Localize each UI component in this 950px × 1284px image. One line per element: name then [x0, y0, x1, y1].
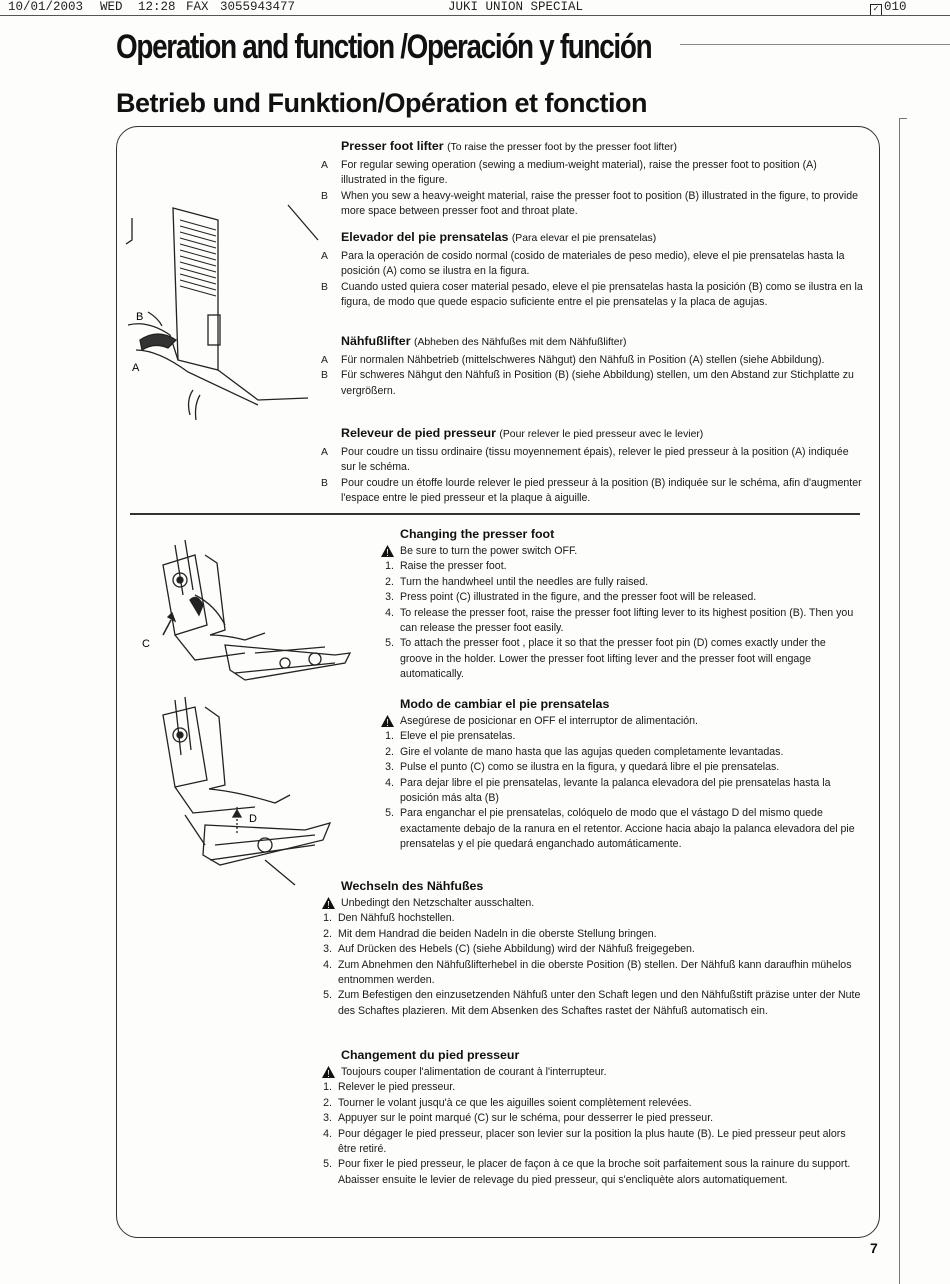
change-en-warning: Be sure to turn the power switch OFF.	[380, 544, 860, 559]
presser-foot-illustration-c	[135, 535, 360, 700]
change-en-step: 2. Turn the handwheel until the needles are fully raised.	[385, 575, 649, 588]
lifter-fr-heading: Releveur de pied presseur (Pour relever le pied presseur avec le levier)	[341, 426, 704, 440]
change-en-step: 4. To release the presser foot, raise the presser foot lifting lever to its highest position (B). Then you can release the presser foot easily.	[385, 606, 854, 635]
margin-rule-tick	[899, 118, 907, 119]
change-es-steps	[380, 729, 860, 852]
title-rule	[680, 44, 950, 45]
warning-icon	[380, 714, 395, 728]
change-fr-step: 5. Pour fixer le pied presseur, le placer de façon à ce que la broche soit parfaitement sous la rainure du support. Abaisser ensuite le levier de relevage du pied presseur, qui s'encliquète alors automatiquement.	[323, 1158, 851, 1186]
warning-icon	[380, 544, 395, 558]
change-de-step: 4. Zum Abnehmen den Nähfußlifterhebel in die oberste Position (B) stellen. Der Nähfuß kann daraufhin mühelos entnommen werden.	[323, 958, 852, 987]
change-es-step: 3. Pulse el punto (C) como se ilustra en la figura, y quedará libre el pie prensatelas.	[385, 761, 780, 774]
change-fr-step: 2. Tourner le volant jusqu'à ce que les aiguilles soient complètement relevées.	[323, 1096, 692, 1109]
fax-page-code-wrapper	[870, 0, 907, 16]
section-divider	[130, 513, 860, 515]
change-en-heading: Changing the presser foot	[400, 527, 555, 541]
lifter-es-item-a: A Para la operación de cosido normal (cosido de materiales de peso medio), eleve el pie prensatelas hasta la posición (A) como se ilustra en la figura.	[321, 250, 845, 278]
page-subtitle: Betrieb und Funktion/Opération et fonction	[116, 88, 647, 118]
lifter-es-heading: Elevador del pie prensatelas (Para elevar el pie prensatelas)	[341, 230, 657, 244]
change-es-step: 5. Para enganchar el pie prensatelas, colóquelo de modo que el vástago D del mismo quede exactamente debajo de la ranura en el retentor. Accione hacia abajo la palanca elevadora del pie prensatelas y el pie quedará enganchado automáticamente.	[385, 807, 855, 851]
change-fr-step: 3. Appuyer sur le point marqué (C) sur le schéma, pour desserrer le pied presseur.	[323, 1112, 714, 1125]
lifter-de	[318, 333, 863, 399]
lifter-fr	[318, 425, 863, 507]
change-de-step: 2. Mit dem Handrad die beiden Nadeln in die oberste Stellung bringen.	[323, 927, 657, 940]
change-en	[380, 526, 860, 683]
change-en-steps	[380, 559, 860, 682]
lifter-fr-item-b: B Pour coudre un étoffe lourde relever le pied presseur à la position (B) indiquée sur le schéma, afin d'augmenter l'espace entre le pied presseur et la plaque à aiguille.	[321, 476, 862, 505]
change-de-heading: Wechseln des Nähfußes	[341, 879, 484, 893]
warning-icon	[321, 896, 336, 910]
change-en-step: 3. Press point (C) illustrated in the figure, and the presser foot will be released.	[385, 591, 757, 604]
warning-icon	[321, 1065, 336, 1079]
fax-company: JUKI UNION SPECIAL	[448, 0, 584, 14]
change-de-step: 1. Den Nähfuß hochstellen.	[323, 912, 455, 925]
change-de-step: 5. Zum Befestigen den einzusetzenden Nähfuß unter den Schaft legen und den Nähfußstift präzise unter der Nute des Schaftes plazieren. Mit dem Absenken des Schaftes rastet der Nähfuß automatisch ein.	[323, 989, 861, 1017]
lifter-es-item-b: B Cuando usted quiera coser material pesado, eleve el pie prensatelas hasta la posición (B) como se ilustra en la figura, de modo que quede espacio suficiente entre el pie prensatelas y la placa de agujas.	[321, 280, 863, 309]
lifter-en	[318, 138, 863, 220]
change-fr-step: 1. Relever le pied presseur.	[323, 1081, 456, 1094]
change-es-warning: Asegúrese de posicionar en OFF el interruptor de alimentación.	[380, 714, 860, 729]
change-fr-steps	[318, 1080, 863, 1188]
change-de-warning: Unbedingt den Netzschalter ausschalten.	[318, 896, 863, 911]
page-number: 7	[870, 1240, 878, 1256]
fig-label-b: B	[136, 311, 144, 323]
change-en-step: 1. Raise the presser foot.	[385, 560, 507, 573]
lifter-de-item-a: A Für normalen Nähbetrieb (mittelschweres Nähgut) den Nähfuß in Position (A) stellen (siehe Abbildung).	[321, 354, 825, 366]
fig-label-c: C	[142, 638, 150, 650]
fax-number: 3055943477	[220, 0, 296, 14]
lifter-fr-item-a: A Pour coudre un tissu ordinaire (tissu moyennement épais), relever le pied presseur à la position (A) indiquée sur le schéma.	[321, 446, 849, 474]
change-de	[318, 878, 863, 1019]
fax-header	[0, 0, 950, 16]
fax-date: 10/01/2003	[8, 0, 84, 14]
change-es-heading: Modo de cambiar el pie prensatelas	[400, 697, 610, 711]
change-fr-warning: Toujours couper l'alimentation de courant à l'interrupteur.	[318, 1065, 863, 1080]
change-de-steps	[318, 911, 863, 1019]
presser-foot-illustration-d	[145, 695, 340, 900]
change-es-step: 2. Gire el volante de mano hasta que las agujas queden completamente levantadas.	[385, 745, 784, 758]
fax-page-code: 010	[884, 0, 907, 14]
fax-time: 12:28	[138, 0, 176, 14]
lifter-de-item-b: B Für schweres Nähgut den Nähfuß in Position (B) (siehe Abbildung) stellen, um den Abstand zur Stichplatte zu vergrößern.	[321, 369, 854, 397]
fax-day: WED	[100, 0, 123, 14]
change-fr	[318, 1047, 863, 1188]
fig-label-d: D	[249, 813, 257, 825]
change-en-step: 5. To attach the presser foot , place it so that the presser foot pin (D) comes exactly under the groove in the holder. Lower the presser foot lifting lever and the presser foot will engage automatically.	[385, 637, 826, 681]
change-es-step: 1. Eleve el pie prensatelas.	[385, 730, 516, 743]
lifter-en-heading: Presser foot lifter (To raise the presser foot by the presser foot lifter)	[341, 139, 677, 153]
change-de-step: 3. Auf Drücken des Hebels (C) (siehe Abbildung) wird der Nähfuß freigegeben.	[323, 943, 695, 956]
change-fr-step: 4. Pour dégager le pied presseur, placer son levier sur la position la plus haute (B). Le pied presseur peut alors être retiré.	[323, 1127, 846, 1156]
change-fr-heading: Changement du pied presseur	[341, 1048, 520, 1062]
lifter-en-item-a: A For regular sewing operation (sewing a medium-weight material), raise the presser foot to position (A) illustrated in the figure.	[321, 159, 817, 187]
fax-label: FAX	[186, 0, 209, 14]
checkbox-icon: ✓	[870, 4, 882, 16]
margin-rule	[899, 118, 900, 1284]
page-title: Operation and function /Operación y función	[116, 28, 652, 66]
lifter-en-item-b: B When you sew a heavy-weight material, raise the presser foot to position (B) illustrated in the figure, to provide more space between presser foot and throat plate.	[321, 189, 858, 218]
change-es	[380, 696, 860, 853]
presser-lifter-illustration	[118, 200, 328, 430]
lifter-de-heading: Nähfußlifter (Abheben des Nähfußes mit dem Nähfußlifter)	[341, 334, 627, 348]
change-es-step: 4. Para dejar libre el pie prensatelas, levante la palanca elevadora del pie prensatelas hasta la posición más alta (B)	[385, 776, 831, 805]
fig-label-a: A	[132, 362, 140, 374]
lifter-es	[318, 229, 863, 311]
fax-header-rule	[0, 15, 950, 16]
